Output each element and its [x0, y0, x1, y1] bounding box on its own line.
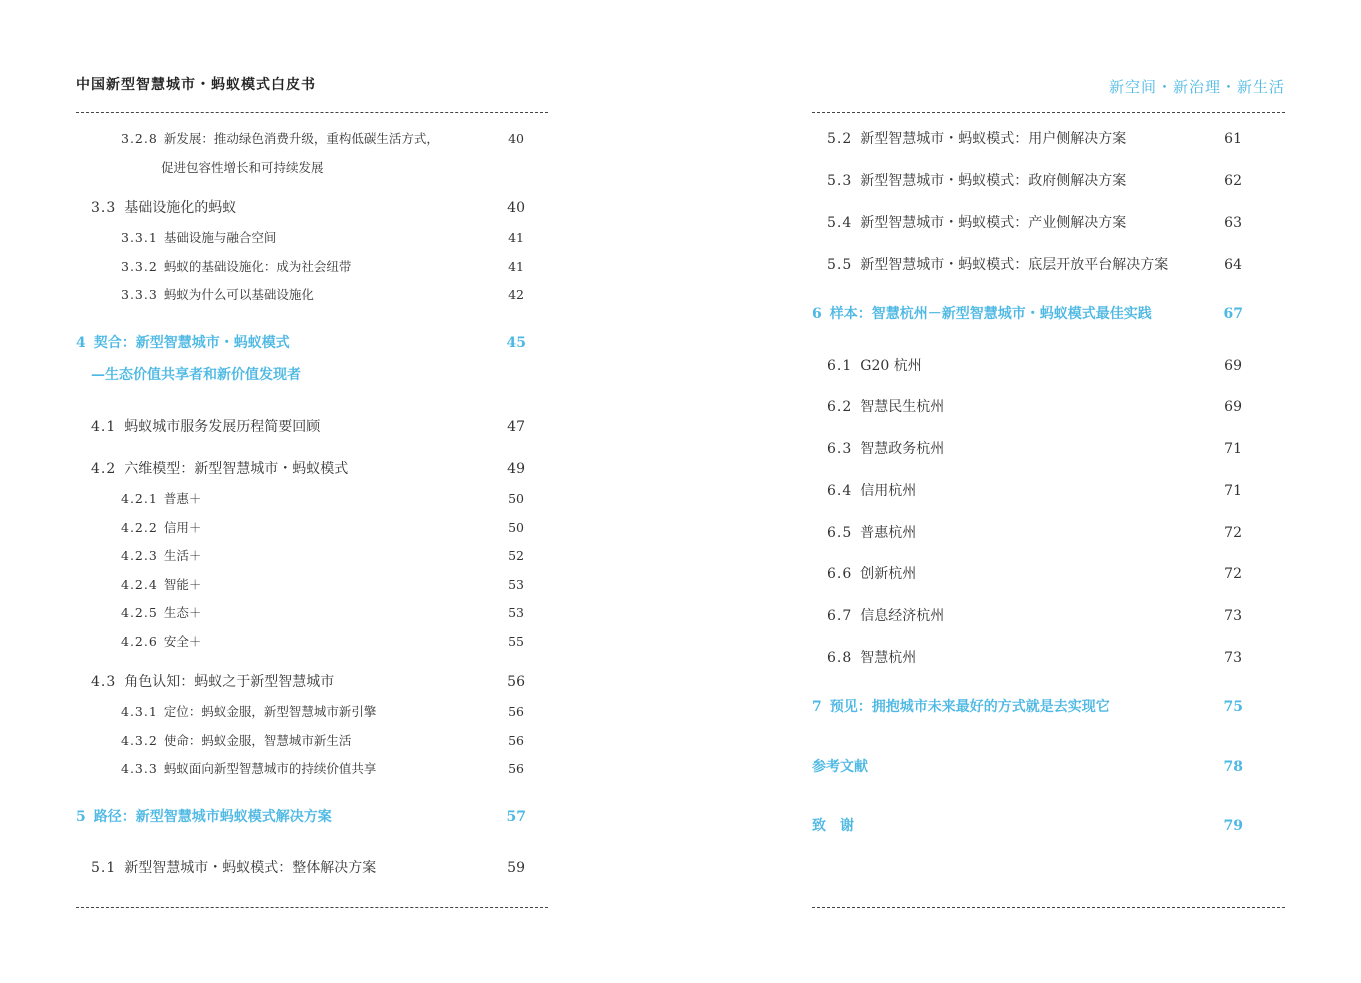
toc-page-number: 72: [1224, 525, 1242, 541]
toc-entry-3-3[interactable]: [91, 196, 525, 220]
toc-label: 蚂蚁为什么可以基础设施化: [163, 287, 314, 302]
toc-number: 4.2.1: [121, 491, 158, 506]
toc-page-number: 62: [1224, 173, 1242, 189]
toc-number: 4.2.2: [121, 520, 158, 535]
toc-page-number: 45: [506, 335, 526, 351]
header-slogan: 新空间・新治理・新生活: [1108, 78, 1285, 96]
toc-entry-4-2-4[interactable]: [121, 573, 524, 597]
toc-page-number: 55: [508, 634, 524, 649]
toc-label: 普惠＋: [163, 491, 202, 506]
toc-label: 基础设施与融合空间: [163, 230, 277, 245]
toc-page-number: 79: [1223, 818, 1243, 834]
top-divider: [812, 112, 1285, 113]
left-page: [0, 0, 680, 983]
toc-label: 创新杭州: [860, 566, 917, 582]
toc-page-number: 73: [1224, 650, 1242, 666]
toc-label: 新型智慧城市・蚂蚁模式：政府侧解决方案: [860, 173, 1127, 189]
toc-page-number: 78: [1223, 759, 1243, 775]
toc-entry-4-1[interactable]: [91, 415, 525, 439]
toc-label: 安全＋: [163, 634, 202, 649]
toc-page-number: 73: [1224, 608, 1242, 624]
toc-number: 5.1: [91, 860, 117, 876]
toc-number: 6.5: [827, 525, 853, 541]
toc-number: 6.2: [827, 399, 853, 415]
toc-label: 路径：新型智慧城市蚂蚁模式解决方案: [93, 809, 332, 825]
toc-entry-5-3[interactable]: [827, 169, 1242, 193]
toc-page-number: 69: [1224, 358, 1242, 374]
toc-page-number: 63: [1224, 215, 1242, 231]
toc-number: 3.3.2: [121, 259, 158, 274]
toc-page-number: 49: [507, 461, 525, 477]
toc-number: 6.8: [827, 650, 853, 666]
toc-entry-5-4[interactable]: [827, 211, 1242, 235]
toc-page-number: 40: [508, 131, 524, 146]
toc-entry-4-2-2[interactable]: [121, 516, 524, 540]
toc-number: 6.1: [827, 358, 853, 374]
toc-entry-4-3[interactable]: [91, 670, 525, 694]
toc-page-number: 50: [508, 491, 524, 506]
toc-entry-6-6[interactable]: [827, 562, 1242, 586]
toc-label: 致 谢: [812, 818, 854, 834]
toc-label: 信用杭州: [860, 483, 917, 499]
toc-page-number: 52: [508, 548, 524, 563]
toc-entry-6-5[interactable]: [827, 521, 1242, 545]
toc-number: 4.1: [91, 419, 117, 435]
toc-label: 生态＋: [163, 605, 202, 620]
toc-number: 5.5: [827, 257, 853, 273]
toc-label: 新型智慧城市・蚂蚁模式：整体解决方案: [124, 860, 377, 876]
toc-entry-5-1[interactable]: [91, 856, 525, 880]
toc-entry-4-3-3[interactable]: [121, 757, 524, 781]
toc-number: 6.3: [827, 441, 853, 457]
toc-label: 新型智慧城市・蚂蚁模式：产业侧解决方案: [860, 215, 1127, 231]
toc-chapter-4[interactable]: [76, 331, 526, 355]
toc-number: 4.3.2: [121, 733, 158, 748]
toc-label: 普惠杭州: [860, 525, 917, 541]
toc-chapter-5[interactable]: [76, 805, 526, 829]
toc-label: 新发展：推动绿色消费升级，重构低碳生活方式，: [163, 131, 439, 146]
toc-references[interactable]: [812, 755, 1243, 779]
toc-acknowledgements[interactable]: [812, 814, 1243, 838]
toc-label: 蚂蚁城市服务发展历程简要回顾: [124, 419, 321, 435]
toc-label: 预见：拥抱城市未来最好的方式就是去实现它: [829, 699, 1110, 715]
toc-label: 信息经济杭州: [860, 608, 945, 624]
toc-entry-6-1[interactable]: [827, 354, 1242, 378]
toc-entry-3-3-1[interactable]: [121, 226, 524, 250]
toc-entry-4-2[interactable]: [91, 457, 525, 481]
toc-number: 4.2.3: [121, 548, 158, 563]
toc-chapter-subtitle: —生态价值共享者和新价值发现者: [91, 367, 301, 383]
toc-number: 5: [76, 809, 86, 825]
toc-page-number: 56: [508, 733, 524, 748]
toc-page-number: 41: [508, 259, 524, 274]
toc-entry-4-2-3[interactable]: [121, 544, 524, 568]
toc-number: 3.3.3: [121, 287, 158, 302]
toc-page-number: 53: [508, 577, 524, 592]
toc-label: 基础设施化的蚂蚁: [124, 200, 237, 216]
toc-number: 4.2.4: [121, 577, 158, 592]
toc-page-number: 57: [506, 809, 526, 825]
toc-entry-5-2[interactable]: [827, 127, 1242, 151]
toc-page-number: 61: [1224, 131, 1242, 147]
toc-number: 4.2: [91, 461, 117, 477]
toc-entry-3-3-3[interactable]: [121, 283, 524, 307]
toc-label: 新型智慧城市・蚂蚁模式：底层开放平台解决方案: [860, 257, 1169, 273]
toc-number: 3.2.8: [121, 131, 158, 146]
toc-page-number: 42: [508, 287, 524, 302]
toc-page-number: 69: [1224, 399, 1242, 415]
toc-entry-6-2[interactable]: [827, 395, 1242, 419]
toc-number: 6: [812, 306, 822, 322]
toc-number: 3.3: [91, 200, 117, 216]
toc-page-number: 41: [508, 230, 524, 245]
toc-number: 4.2.5: [121, 605, 158, 620]
toc-number: 6.6: [827, 566, 853, 582]
toc-number: 6.7: [827, 608, 853, 624]
toc-label: 六维模型：新型智慧城市・蚂蚁模式: [124, 461, 349, 477]
toc-label: 样本：智慧杭州－新型智慧城市・蚂蚁模式最佳实践: [829, 306, 1152, 322]
toc-page-number: 50: [508, 520, 524, 535]
toc-label: 定位：蚂蚁金服，新型智慧城市新引擎: [163, 704, 377, 719]
toc-label: 智能＋: [163, 577, 202, 592]
right-page: [680, 0, 1361, 983]
toc-page-number: 53: [508, 605, 524, 620]
toc-entry-continuation: 促进包容性增长和可持续发展: [161, 160, 324, 175]
toc-chapter-7[interactable]: [812, 695, 1243, 719]
toc-page-number: 40: [507, 200, 525, 216]
toc-entry-3-2-8[interactable]: [121, 127, 524, 151]
toc-page-number: 71: [1224, 483, 1242, 499]
toc-entry-6-7[interactable]: [827, 604, 1242, 628]
bottom-divider: [812, 907, 1285, 908]
top-divider: [76, 112, 548, 113]
toc-entry-4-3-2[interactable]: [121, 729, 524, 753]
toc-entry-4-2-1[interactable]: [121, 487, 524, 511]
toc-page-number: 56: [508, 704, 524, 719]
toc-page-number: 56: [508, 761, 524, 776]
toc-number: 7: [812, 699, 822, 715]
toc-number: 4.3: [91, 674, 117, 690]
toc-entry-6-8[interactable]: [827, 646, 1242, 670]
toc-label: 使命：蚂蚁金服，智慧城市新生活: [163, 733, 352, 748]
toc-entry-3-3-2[interactable]: [121, 255, 524, 279]
header-title: 中国新型智慧城市・蚂蚁模式白皮书: [76, 77, 316, 93]
toc-entry-5-5[interactable]: [827, 253, 1242, 277]
toc-entry-6-3[interactable]: [827, 437, 1242, 461]
toc-page-number: 64: [1224, 257, 1242, 273]
toc-label: 角色认知：蚂蚁之于新型智慧城市: [124, 674, 335, 690]
toc-number: 5.4: [827, 215, 853, 231]
toc-number: 4: [76, 335, 86, 351]
toc-page-number: 71: [1224, 441, 1242, 457]
toc-label: 新型智慧城市・蚂蚁模式：用户侧解决方案: [860, 131, 1127, 147]
toc-entry-4-2-5[interactable]: [121, 601, 524, 625]
toc-label: 蚂蚁面向新型智慧城市的持续价值共享: [163, 761, 377, 776]
toc-entry-6-4[interactable]: [827, 479, 1242, 503]
toc-page-number: 67: [1223, 306, 1243, 322]
toc-label: 蚂蚁的基础设施化：成为社会纽带: [163, 259, 352, 274]
toc-number: 6.4: [827, 483, 853, 499]
toc-entry-4-2-6[interactable]: [121, 630, 524, 654]
toc-label: 生活＋: [163, 548, 202, 563]
toc-page-number: 59: [507, 860, 525, 876]
toc-number: 3.3.1: [121, 230, 158, 245]
toc-number: 5.3: [827, 173, 853, 189]
toc-number: 4.3.1: [121, 704, 158, 719]
toc-label: 智慧杭州: [860, 650, 917, 666]
toc-number: 4.2.6: [121, 634, 158, 649]
toc-label: 智慧民生杭州: [860, 399, 945, 415]
toc-entry-4-3-1[interactable]: [121, 700, 524, 724]
toc-label: 契合：新型智慧城市・蚂蚁模式: [93, 335, 290, 351]
toc-label: 智慧政务杭州: [860, 441, 945, 457]
toc-number: 5.2: [827, 131, 853, 147]
toc-page-number: 75: [1223, 699, 1243, 715]
toc-label: 信用＋: [163, 520, 202, 535]
toc-page-number: 72: [1224, 566, 1242, 582]
toc-label: G20 杭州: [860, 358, 922, 374]
toc-chapter-6[interactable]: [812, 302, 1243, 326]
toc-page-number: 56: [507, 674, 525, 690]
bottom-divider: [76, 907, 548, 908]
toc-label: 参考文献: [812, 759, 868, 775]
toc-page-number: 47: [507, 419, 525, 435]
toc-number: 4.3.3: [121, 761, 158, 776]
